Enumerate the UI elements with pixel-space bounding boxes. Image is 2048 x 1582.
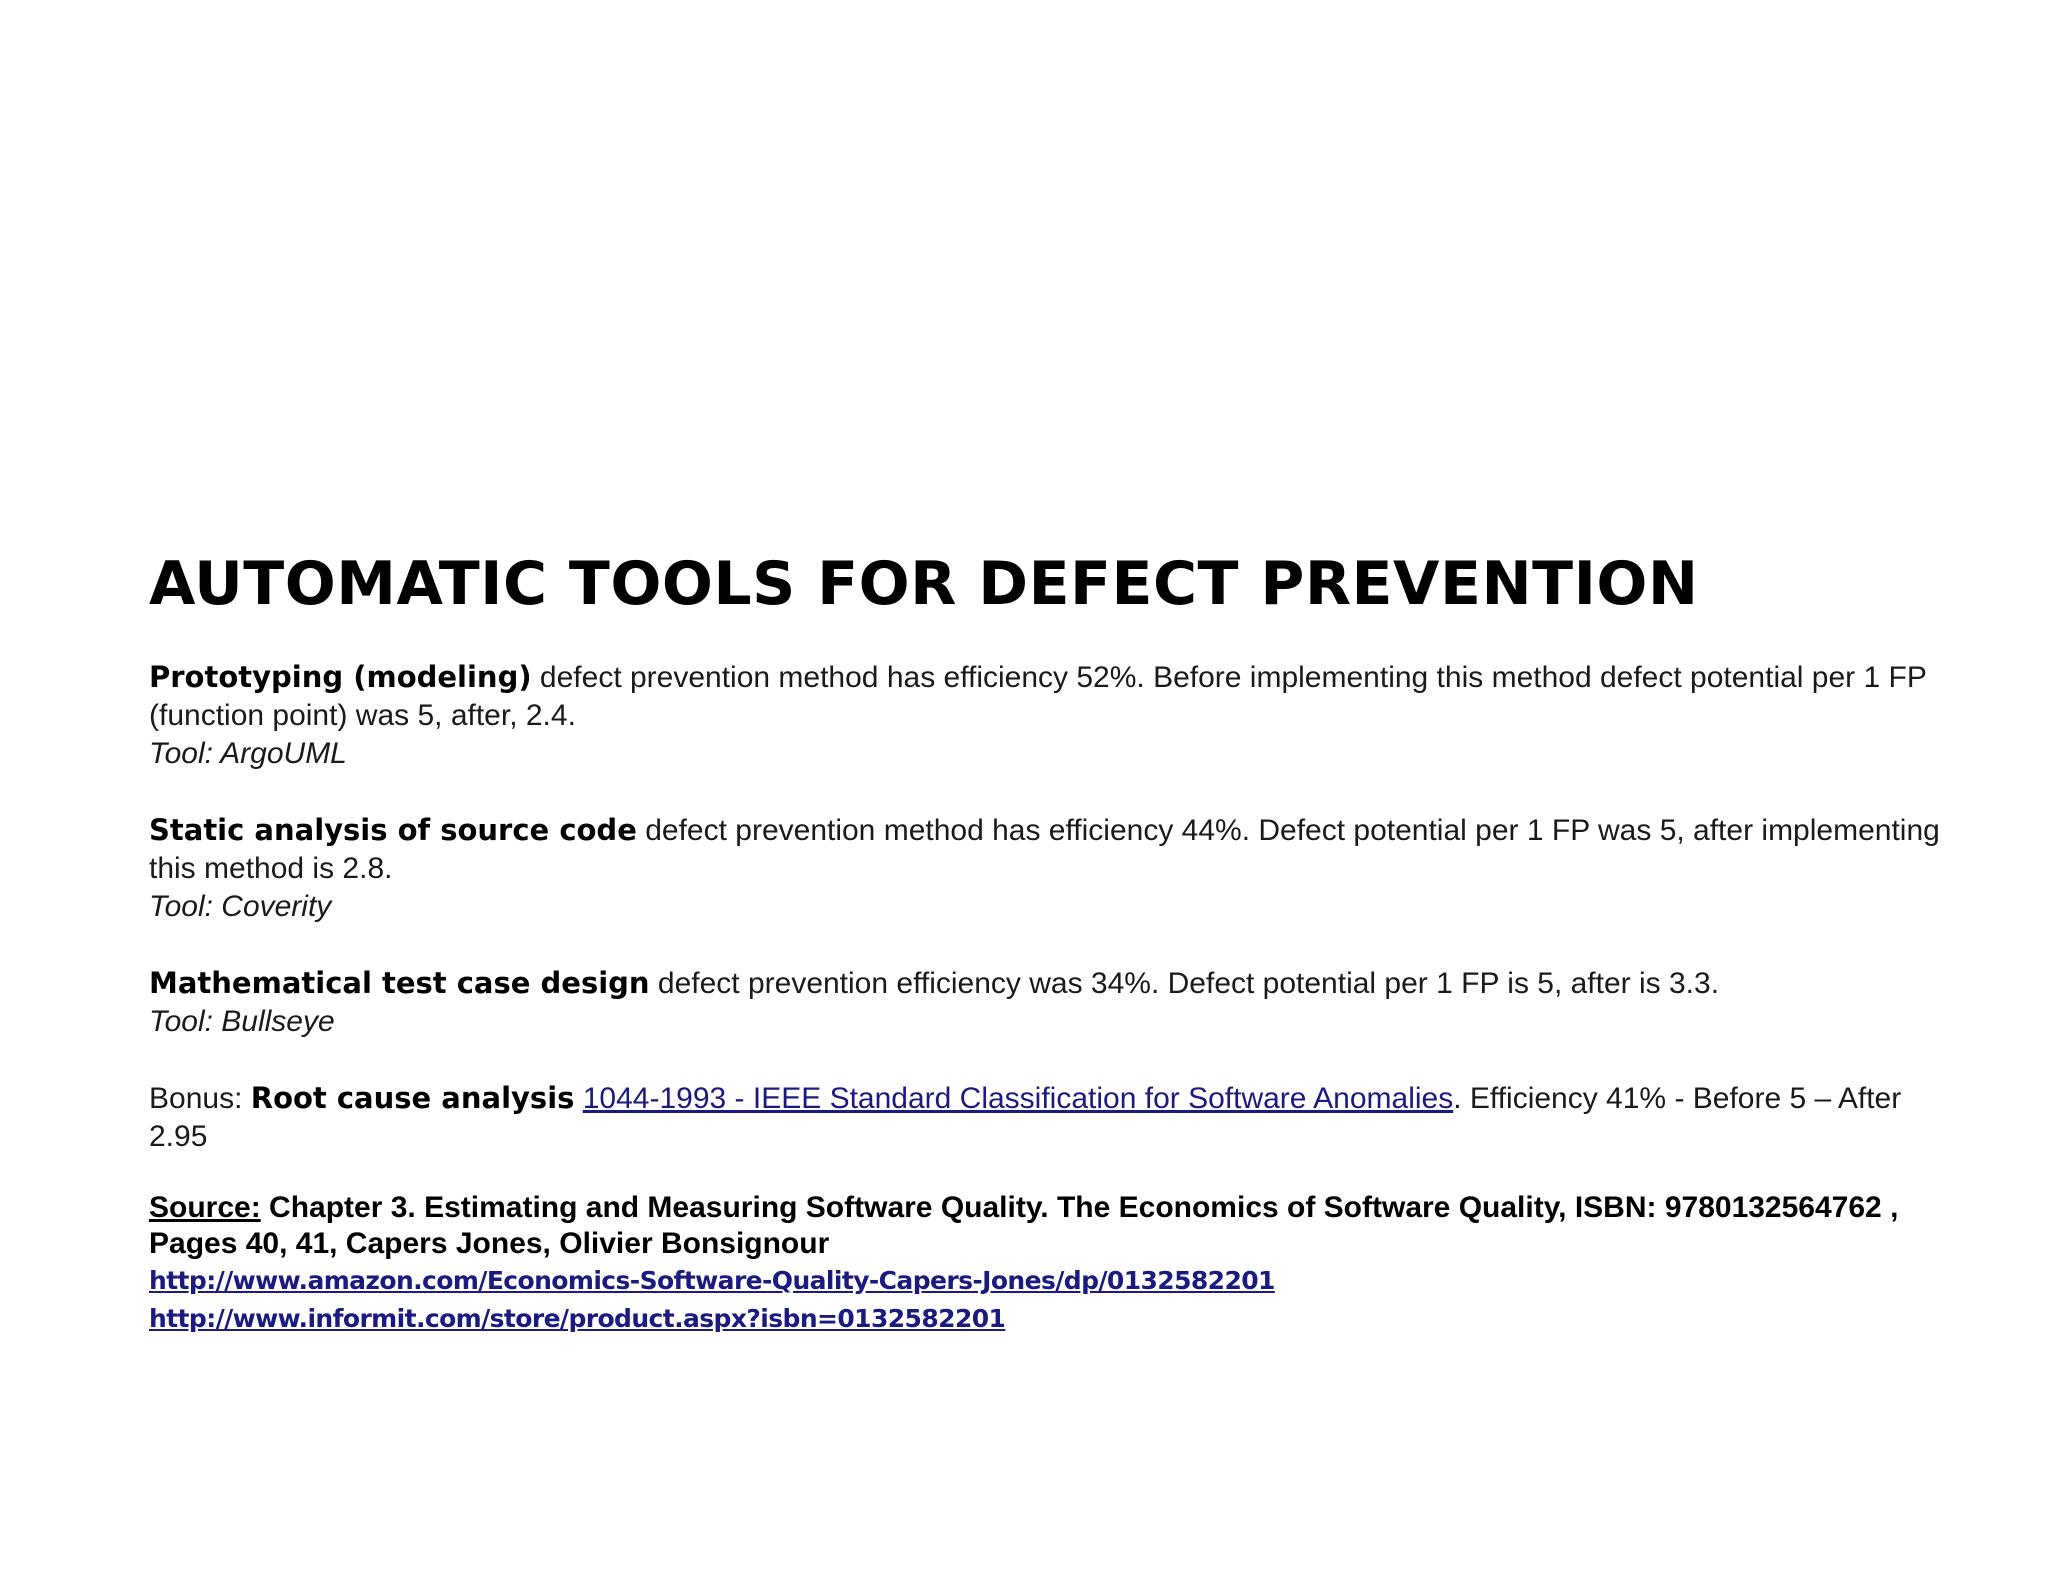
source-text: Chapter 3. Estimating and Measuring Software Quality. The Economics of Software Quality, ISBN: 9780132564762 , Pages 40, 41, Capers Jones, Olivier Bonsignour — [149, 1191, 1899, 1260]
item-prototyping — [149, 658, 1949, 773]
bonus-prefix: Bonus: — [149, 1082, 251, 1115]
item-text: defect prevention method has efficiency 44%. Defect potential per 1 FP was 5, after implementing this method is 2.8. — [149, 814, 1940, 885]
bonus-section — [149, 1079, 1949, 1156]
item-test-case-design — [149, 964, 1949, 1041]
item-static-analysis — [149, 811, 1949, 926]
item-description — [149, 964, 1949, 1003]
ieee-standard-link[interactable]: 1044-1993 - IEEE Standard Classification for Software Anomalies — [582, 1082, 1454, 1115]
item-tool: Tool: ArgoUML — [149, 737, 347, 770]
item-description — [149, 658, 1949, 735]
item-tool: Tool: Coverity — [149, 890, 332, 923]
item-lead: Static analysis of source code — [149, 813, 637, 847]
item-text: defect prevention efficiency was 34%. Defect potential per 1 FP is 5, after is 3.3. — [649, 967, 1720, 1000]
source-section — [149, 1190, 1949, 1338]
source-label: Source: — [149, 1191, 261, 1224]
source-citation — [149, 1190, 1949, 1262]
bonus-lead: Root cause analysis — [250, 1081, 575, 1115]
item-lead: Mathematical test case design — [149, 966, 650, 1000]
bonus-suffix: . Efficiency 41% - Before 5 – After 2.95 — [149, 1082, 1902, 1153]
item-text: defect prevention method has efficiency 52%. Before implementing this method defect potential per 1 FP (function point) was 5, after, 2.4. — [149, 661, 1927, 732]
informit-link[interactable]: http://www.informit.com/store/product.aspx?isbn=0132582201 — [149, 1304, 1006, 1333]
amazon-link[interactable]: http://www.amazon.com/Economics-Software-Quality-Capers-Jones/dp/0132582201 — [149, 1266, 1275, 1295]
slide-content — [149, 548, 1949, 1338]
item-lead: Prototyping (modeling) — [149, 660, 532, 694]
item-description — [149, 811, 1949, 888]
bonus-description — [149, 1079, 1949, 1156]
page-title: AUTOMATIC TOOLS FOR DEFECT PREVENTION — [149, 549, 1699, 619]
item-tool: Tool: Bullseye — [149, 1005, 335, 1038]
